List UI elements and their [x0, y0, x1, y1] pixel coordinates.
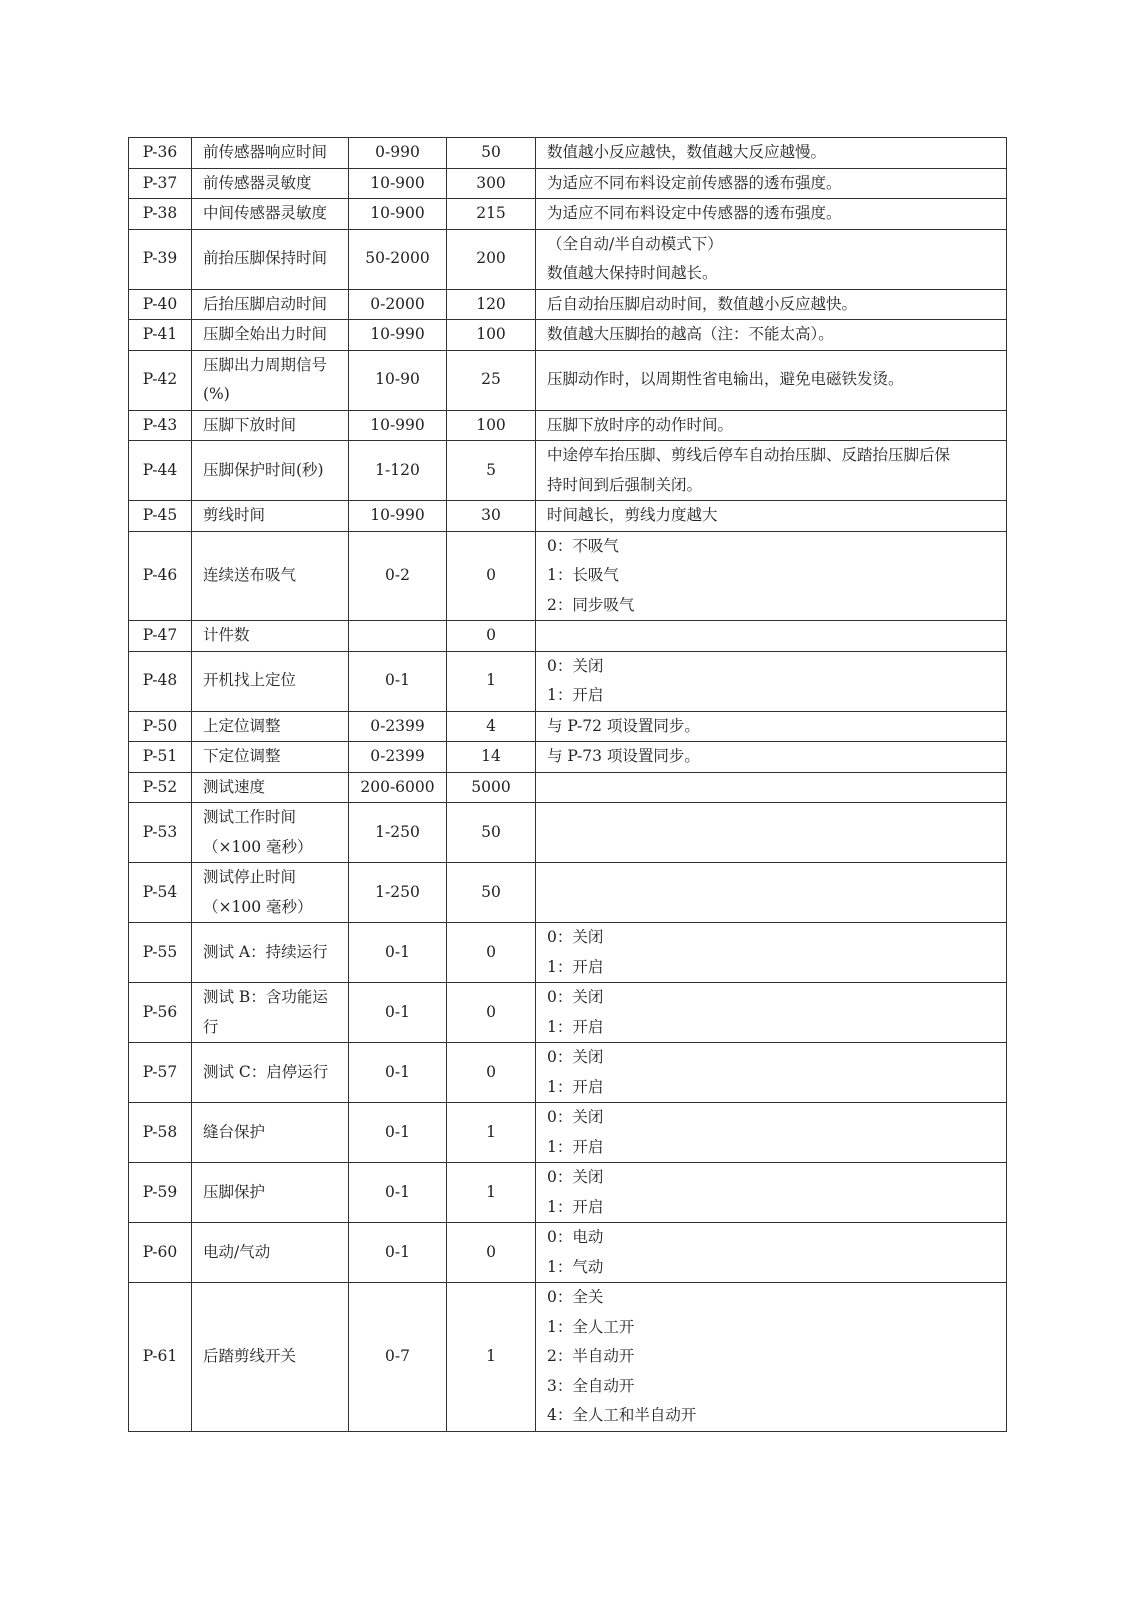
param-description-cell [536, 320, 1007, 351]
param-name-line: 测试工作时间 [203, 808, 297, 826]
param-description-cell [536, 501, 1007, 532]
table-row [129, 138, 1007, 169]
param-description-cell [536, 621, 1007, 652]
param-name-cell [192, 410, 349, 441]
table-row [129, 350, 1007, 410]
param-name-cell [192, 803, 349, 863]
param-default-cell: 300 [447, 168, 536, 199]
param-description-line: 压脚动作时，以周期性省电输出，避免电磁铁发烫。 [547, 370, 904, 389]
param-default-cell: 1 [447, 1283, 536, 1432]
param-name-cell [192, 320, 349, 351]
param-code-cell: P-50 [129, 711, 192, 742]
param-default-cell: 0 [447, 531, 536, 621]
param-description-cell [536, 803, 1007, 863]
param-default-cell: 0 [447, 621, 536, 652]
param-default-cell: 25 [447, 350, 536, 410]
param-name-cell [192, 1103, 349, 1163]
param-description-cell [536, 772, 1007, 803]
param-description-line: 时间越长，剪线力度越大 [547, 506, 718, 524]
param-description-line: 1：开启 [547, 1077, 604, 1096]
table-row [129, 1103, 1007, 1163]
param-description-line: 2：同步吸气 [547, 595, 635, 614]
param-default-cell: 0 [447, 983, 536, 1043]
param-name-line: 前抬压脚保持时间 [203, 249, 328, 268]
param-name-line: 后踏剪线开关 [203, 1347, 297, 1365]
table-row [129, 1163, 1007, 1223]
param-description-line: 1：开启 [547, 686, 604, 704]
param-description-line: 中途停车抬压脚、剪线后停车自动抬压脚、反踏抬压脚后保 [547, 446, 951, 464]
param-default-cell: 0 [447, 1223, 536, 1283]
param-code-cell: P-36 [129, 138, 192, 169]
param-description-line: 后自动抬压脚启动时间，数值越小反应越快。 [547, 294, 858, 313]
param-range-cell [349, 621, 447, 652]
param-range-cell: 0-1 [349, 983, 447, 1043]
param-default-cell: 14 [447, 742, 536, 773]
param-range-cell: 0-990 [349, 138, 447, 169]
param-name-cell [192, 229, 349, 289]
param-default-cell: 200 [447, 229, 536, 289]
param-name-cell [192, 138, 349, 169]
param-name-line: 压脚保护 [203, 1182, 266, 1201]
param-default-cell: 50 [447, 803, 536, 863]
param-description-line: 与 P-73 项设置同步。 [547, 747, 700, 765]
param-name-line: (%) [203, 385, 230, 403]
param-range-cell: 10-990 [349, 501, 447, 532]
table-row [129, 289, 1007, 320]
param-code-cell: P-57 [129, 1043, 192, 1103]
param-name-cell [192, 621, 349, 652]
param-description-line: 为适应不同布料设定中传感器的透布强度。 [547, 204, 842, 222]
param-description-line: 2：半自动开 [547, 1347, 635, 1365]
param-name-line: 上定位调整 [203, 716, 281, 735]
param-code-cell: P-52 [129, 772, 192, 803]
param-description-line [547, 773, 1006, 803]
param-description-cell [536, 1043, 1007, 1103]
param-description-cell [536, 711, 1007, 742]
param-name-line: 行 [203, 1017, 219, 1036]
param-name-cell [192, 1163, 349, 1223]
param-description-line: 1：开启 [547, 957, 604, 976]
param-description-line: 0：关闭 [547, 656, 604, 675]
param-code-cell: P-44 [129, 441, 192, 501]
param-description-line [547, 621, 1006, 651]
param-description-cell [536, 1283, 1007, 1432]
param-description-line: 0：关闭 [547, 928, 604, 946]
param-code-cell: P-39 [129, 229, 192, 289]
param-range-cell: 0-1 [349, 651, 447, 711]
param-range-cell: 0-2 [349, 531, 447, 621]
param-name-cell [192, 651, 349, 711]
param-code-cell: P-58 [129, 1103, 192, 1163]
param-range-cell: 1-250 [349, 863, 447, 923]
param-name-line: 测试 B：含功能运 [203, 988, 328, 1006]
param-name-line: 测试 A：持续运行 [203, 942, 328, 961]
param-name-line: 测试 C：启停运行 [203, 1062, 329, 1081]
param-description-line: 0：全关 [547, 1288, 604, 1306]
param-name-line: 前传感器灵敏度 [203, 173, 312, 192]
table-row [129, 923, 1007, 983]
param-range-cell: 0-1 [349, 1043, 447, 1103]
param-name-cell [192, 441, 349, 501]
param-name-cell [192, 863, 349, 923]
param-code-cell: P-41 [129, 320, 192, 351]
param-description-cell [536, 168, 1007, 199]
param-name-line: （×100 毫秒） [203, 897, 313, 916]
param-name-line: 测试速度 [203, 777, 266, 796]
table-row [129, 199, 1007, 230]
param-description-line: 4：全人工和半自动开 [547, 1406, 697, 1424]
table-row [129, 320, 1007, 351]
param-name-cell [192, 289, 349, 320]
param-code-cell: P-56 [129, 983, 192, 1043]
param-description-cell [536, 138, 1007, 169]
table-row [129, 772, 1007, 803]
table-row [129, 742, 1007, 773]
param-code-cell: P-38 [129, 199, 192, 230]
table-row [129, 621, 1007, 652]
param-default-cell: 215 [447, 199, 536, 230]
param-description-line: 0：关闭 [547, 988, 604, 1006]
param-range-cell: 0-2399 [349, 711, 447, 742]
param-name-cell [192, 711, 349, 742]
param-description-line: 0：关闭 [547, 1168, 604, 1186]
param-description-cell [536, 1163, 1007, 1223]
param-code-cell: P-54 [129, 863, 192, 923]
param-description-line: 持时间到后强制关闭。 [547, 475, 703, 494]
param-name-line: 计件数 [203, 626, 250, 644]
param-range-cell: 10-990 [349, 410, 447, 441]
parameter-table-body [129, 138, 1007, 1432]
param-range-cell: 0-7 [349, 1283, 447, 1432]
param-code-cell: P-42 [129, 350, 192, 410]
param-name-line: 压脚下放时间 [203, 415, 297, 434]
param-code-cell: P-47 [129, 621, 192, 652]
param-description-line [547, 878, 1006, 908]
param-description-line: 1：开启 [547, 1197, 604, 1216]
table-row [129, 410, 1007, 441]
param-description-cell [536, 1103, 1007, 1163]
param-default-cell: 30 [447, 501, 536, 532]
table-row [129, 1043, 1007, 1103]
param-range-cell: 10-90 [349, 350, 447, 410]
param-code-cell: P-55 [129, 923, 192, 983]
param-description-line: 1：气动 [547, 1257, 604, 1276]
table-row [129, 1223, 1007, 1283]
param-description-line: （全自动/半自动模式下） [547, 234, 723, 253]
param-description-cell [536, 983, 1007, 1043]
param-range-cell: 0-1 [349, 1223, 447, 1283]
param-description-cell [536, 742, 1007, 773]
param-name-line: 连续送布吸气 [203, 566, 297, 584]
param-description-line: 为适应不同布料设定前传感器的透布强度。 [547, 173, 842, 192]
table-row [129, 803, 1007, 863]
param-description-cell [536, 1223, 1007, 1283]
param-description-line: 0：不吸气 [547, 536, 619, 555]
param-default-cell: 50 [447, 863, 536, 923]
table-row [129, 531, 1007, 621]
param-range-cell: 1-250 [349, 803, 447, 863]
param-name-cell [192, 742, 349, 773]
param-range-cell: 0-1 [349, 1103, 447, 1163]
param-name-cell [192, 983, 349, 1043]
param-description-line: 压脚下放时序的动作时间。 [547, 415, 734, 434]
param-name-cell [192, 199, 349, 230]
param-default-cell: 5000 [447, 772, 536, 803]
param-default-cell: 1 [447, 1103, 536, 1163]
param-range-cell: 10-900 [349, 168, 447, 199]
param-description-line: 0：关闭 [547, 1108, 604, 1126]
param-code-cell: P-51 [129, 742, 192, 773]
table-row [129, 441, 1007, 501]
param-range-cell: 1-120 [349, 441, 447, 501]
param-name-cell [192, 1223, 349, 1283]
param-default-cell: 0 [447, 923, 536, 983]
param-name-line: 电动/气动 [203, 1242, 271, 1261]
param-name-line: 开机找上定位 [203, 671, 297, 690]
param-range-cell: 0-2000 [349, 289, 447, 320]
param-description-line: 1：开启 [547, 1017, 604, 1036]
param-description-line: 3：全自动开 [547, 1376, 635, 1395]
param-description-line: 1：全人工开 [547, 1317, 635, 1336]
param-name-cell [192, 1043, 349, 1103]
param-name-line: 前传感器响应时间 [203, 143, 328, 161]
param-description-cell [536, 651, 1007, 711]
param-default-cell: 100 [447, 410, 536, 441]
param-name-line: 缝台保护 [203, 1122, 266, 1141]
param-code-cell: P-45 [129, 501, 192, 532]
param-default-cell: 100 [447, 320, 536, 351]
param-description-cell [536, 863, 1007, 923]
param-name-cell [192, 531, 349, 621]
param-code-cell: P-61 [129, 1283, 192, 1432]
param-name-line: 压脚全始出力时间 [203, 325, 328, 343]
param-code-cell: P-46 [129, 531, 192, 621]
param-name-line: 下定位调整 [203, 747, 281, 765]
param-code-cell: P-37 [129, 168, 192, 199]
table-row [129, 863, 1007, 923]
param-description-line: 0：电动 [547, 1228, 604, 1246]
param-description-cell [536, 229, 1007, 289]
param-range-cell: 0-1 [349, 923, 447, 983]
param-default-cell: 50 [447, 138, 536, 169]
table-row [129, 229, 1007, 289]
param-description-cell [536, 199, 1007, 230]
param-name-line: 压脚保护时间(秒) [203, 460, 324, 479]
param-name-cell [192, 923, 349, 983]
table-row [129, 1283, 1007, 1432]
param-code-cell: P-40 [129, 289, 192, 320]
param-description-line: 0：关闭 [547, 1048, 604, 1066]
param-name-line: 剪线时间 [203, 506, 266, 524]
param-name-line: 中间传感器灵敏度 [203, 204, 328, 222]
param-name-line: 压脚出力周期信号 [203, 355, 328, 374]
param-name-cell [192, 350, 349, 410]
parameter-table-page [128, 137, 1006, 1432]
param-description-cell [536, 441, 1007, 501]
param-range-cell: 10-990 [349, 320, 447, 351]
parameter-table [128, 137, 1007, 1432]
param-name-line: 测试停止时间 [203, 868, 297, 886]
param-code-cell: P-60 [129, 1223, 192, 1283]
param-default-cell: 4 [447, 711, 536, 742]
param-range-cell: 0-1 [349, 1163, 447, 1223]
param-name-cell [192, 772, 349, 803]
param-name-line: （×100 毫秒） [203, 837, 313, 856]
param-default-cell: 120 [447, 289, 536, 320]
param-code-cell: P-59 [129, 1163, 192, 1223]
param-description-line: 数值越小反应越快，数值越大反应越慢。 [547, 143, 827, 161]
table-row [129, 983, 1007, 1043]
param-description-cell [536, 350, 1007, 410]
param-description-line: 数值越大保持时间越长。 [547, 264, 718, 282]
param-default-cell: 1 [447, 651, 536, 711]
table-row [129, 168, 1007, 199]
param-description-line: 数值越大压脚抬的越高（注：不能太高）。 [547, 325, 834, 343]
param-code-cell: P-43 [129, 410, 192, 441]
param-description-cell [536, 289, 1007, 320]
param-range-cell: 50-2000 [349, 229, 447, 289]
param-name-line: 后抬压脚启动时间 [203, 294, 328, 313]
table-row [129, 651, 1007, 711]
param-name-cell [192, 168, 349, 199]
table-row [129, 711, 1007, 742]
param-code-cell: P-53 [129, 803, 192, 863]
param-range-cell: 0-2399 [349, 742, 447, 773]
param-description-line: 1：开启 [547, 1137, 604, 1156]
param-default-cell: 0 [447, 1043, 536, 1103]
param-name-cell [192, 501, 349, 532]
param-default-cell: 5 [447, 441, 536, 501]
param-name-cell [192, 1283, 349, 1432]
param-description-cell [536, 923, 1007, 983]
param-description-line: 与 P-72 项设置同步。 [547, 716, 700, 735]
param-range-cell: 10-900 [349, 199, 447, 230]
table-row [129, 501, 1007, 532]
param-description-line: 1：长吸气 [547, 566, 619, 584]
param-default-cell: 1 [447, 1163, 536, 1223]
param-description-cell [536, 531, 1007, 621]
param-range-cell: 200-6000 [349, 772, 447, 803]
param-description-cell [536, 410, 1007, 441]
param-code-cell: P-48 [129, 651, 192, 711]
param-description-line [547, 818, 1006, 848]
